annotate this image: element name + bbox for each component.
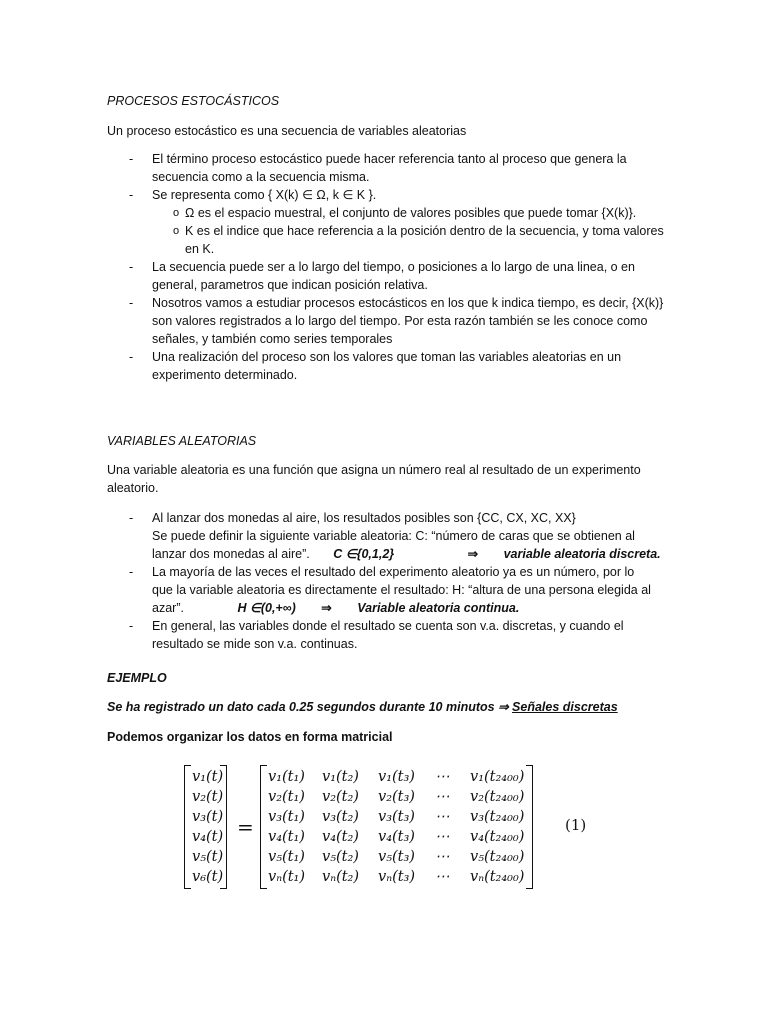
section-title-procesos: PROCESOS ESTOCÁSTICOS [107,94,280,108]
list-item-line: Se puede definir la siguiente variable aleatoria: C: “número de caras que se obtienen al [152,529,635,543]
matrix-cell: vₙ(t₂₄₀₀) [470,869,525,885]
implies-arrow: ⇒ [467,547,479,561]
matrix-cell: ⋯ [435,789,450,805]
matrix-cell: vₙ(t₃) [378,869,416,885]
matrix-cell: ⋯ [435,869,450,885]
list-item: - Nosotros vamos a estudiar procesos estocásticos en los que k indica tiempo, es decir, {X(k)} son valores registrados a lo largo del tiempo. Por esta razón también se les conoce como señales, y también como series temporales [107,294,667,348]
example-matrix-intro: Podemos organizar los datos en forma matricial [107,730,393,744]
set-expression: H ∈(0,+∞) [237,601,296,615]
list-item-line: que la variable aleatoria es directamente el resultado: H: “altura de una persona elegida al [152,583,651,597]
matrix-cell: v₃(t) [192,809,224,825]
matrix-cell: v₄(t) [192,829,224,845]
matrix-cell: v₂(t) [192,789,224,805]
equals-sign: = [237,815,254,839]
matrix-cell: ⋯ [435,809,450,825]
left-bracket [260,765,267,889]
matrix-cell: v₂(t₃) [378,789,415,805]
matrix-cell: v₁(t₁) [268,769,305,785]
bullet-list-variables [107,509,667,653]
matrix-cell: v₁(t) [192,769,224,785]
matrix-cell: v₅(t₃) [378,849,415,865]
implies-arrow: ⇒ [321,601,332,615]
list-item: - La secuencia puede ser a lo largo del tiempo, o posiciones a lo largo de una linea, o en general, parametros que indican posición relativa. [107,258,667,294]
list-item: - Una realización del proceso son los valores que toman las variables aleatorias en un experimento determinado. [107,348,667,384]
list-item-line: - Al lanzar dos monedas al aire, los resultados posibles son {CC, CX, XC, XX} [152,511,576,525]
list-item [107,509,667,563]
example-title: EJEMPLO [107,671,167,685]
conclusion-text: variable aleatoria discreta. [503,547,661,561]
list-item-line: - La mayoría de las veces el resultado del experimento aleatorio ya es un número, por lo [152,565,635,579]
example-statement [107,698,667,716]
list-item: - El término proceso estocástico puede hacer referencia tanto al proceso que genera la secuencia como a la secuencia misma. [107,150,667,186]
list-item-text: lanzar dos monedas al aire”. [152,547,310,561]
matrix-cell: v₅(t₂₄₀₀) [470,849,525,865]
matrix-cell: v₅(t₁) [268,849,305,865]
matrix-cell: v₄(t₁) [268,829,305,845]
section-intro-procesos: Un proceso estocástico es una secuencia de variables aleatorias [107,124,467,138]
right-bracket [526,765,533,889]
matrix-cell: ⋯ [435,829,450,845]
matrix-cell: v₂(t₁) [268,789,305,805]
implies-arrow: ⇒ [498,700,509,714]
matrix-cell: v₁(t₂) [322,769,359,785]
matrix-cell: v₁(t₃) [378,769,415,785]
matrix-equation [180,763,600,891]
equation-number: (1) [565,816,587,834]
matrix-cell: v₃(t₂) [322,809,359,825]
matrix-cell: v₅(t) [192,849,224,865]
set-expression: C ∈{0,1,2} [333,547,395,561]
list-item: - En general, las variables donde el resultado se cuenta son v.a. discretas, y cuando el resultado se mide son v.a. continuas. [107,617,667,653]
matrix-cell: vₙ(t₂) [322,869,360,885]
signal-type-label: Señales discretas [512,700,618,714]
matrix-cell: v₄(t₂₄₀₀) [470,829,525,845]
list-item-text: azar”. [152,601,184,615]
matrix-cell: v₃(t₃) [378,809,415,825]
sub-list-item: o K es el indice que hace referencia a la posición dentro de la secuencia, y toma valores en K. [107,222,667,258]
matrix-cell: v₁(t₂₄₀₀) [470,769,525,785]
conclusion-text: Variable aleatoria continua. [357,601,520,615]
matrix-cell: v₂(t₂₄₀₀) [470,789,525,805]
matrix-cell: vₙ(t₁) [268,869,306,885]
list-item [107,563,667,617]
example-statement-text: Se ha registrado un dato cada 0.25 segundos durante 10 minutos [107,700,495,714]
matrix-cell: ⋯ [435,769,450,785]
list-item-line [152,545,667,563]
section-intro-variables: Una variable aleatoria es una función que asigna un número real al resultado de un experimento aleatorio. [107,463,641,495]
matrix-cell: v₃(t₁) [268,809,305,825]
matrix-cell: v₄(t₂) [322,829,359,845]
section-title-variables: VARIABLES ALEATORIAS [107,434,257,448]
list-item: - Se representa como { X(k) ∈ Ω, k ∈ K }. [107,186,667,204]
matrix-cell: v₂(t₂) [322,789,359,805]
bullet-list-procesos [107,150,667,384]
left-bracket [184,765,191,889]
matrix-cell: ⋯ [435,849,450,865]
matrix-cell: v₄(t₃) [378,829,415,845]
matrix-cell: v₃(t₂₄₀₀) [470,809,525,825]
list-item-line [152,599,667,617]
sub-list-item: o Ω es el espacio muestral, el conjunto de valores posibles que puede tomar {X(k)}. [107,204,667,222]
matrix-cell: v₆(t) [192,869,224,885]
matrix-cell: v₅(t₂) [322,849,359,865]
